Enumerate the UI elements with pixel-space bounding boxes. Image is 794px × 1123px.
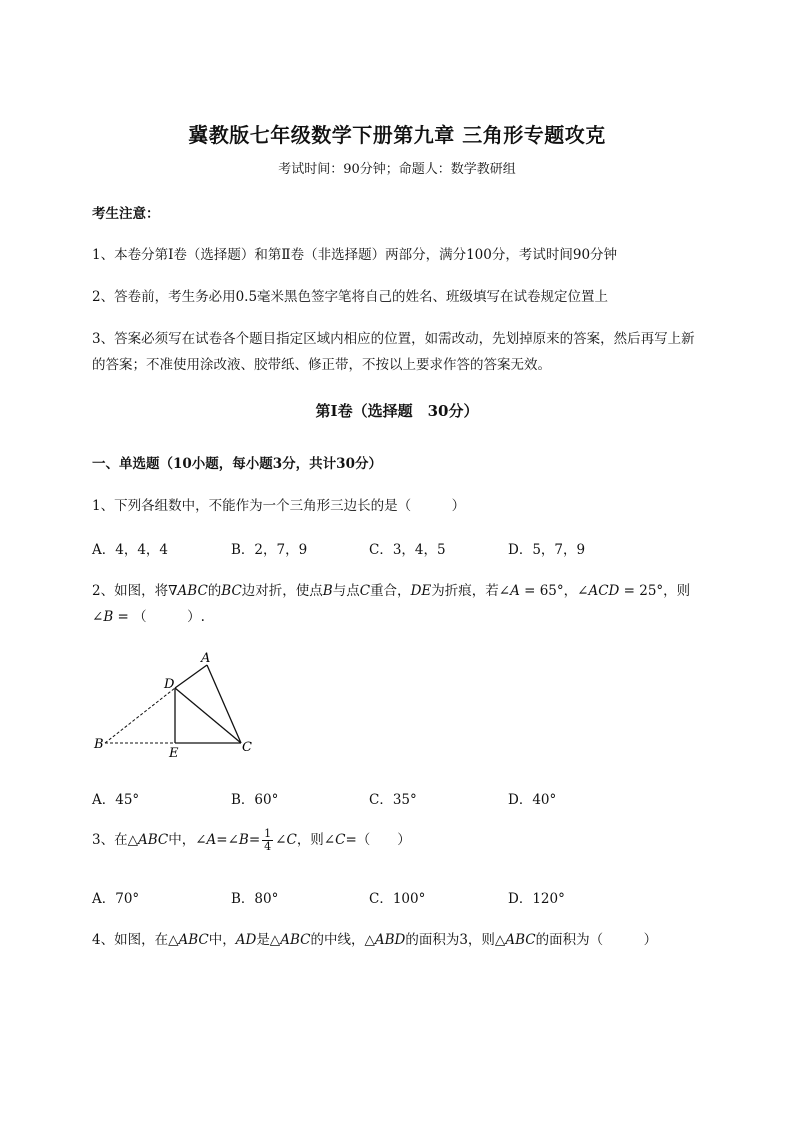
- question-2-stem-line2: ∠B = （ ）.: [92, 609, 205, 625]
- q1-option-c: C．3，4，5: [369, 542, 446, 558]
- notice-item-1: 1、本卷分第I卷（选择题）和第Ⅱ卷（非选择题）两部分，满分100分，考试时间90分钟: [92, 247, 618, 263]
- fold-segment-bd: [105, 688, 175, 743]
- q3-option-d: D．120°: [508, 891, 565, 907]
- q2-option-d: D．40°: [508, 792, 557, 808]
- q1-option-a: A．4，4，4: [92, 542, 169, 558]
- question-3-stem: 3、在△ABC中，∠A=∠B= $\frac{1}{4}$ ∠C，则∠C=（ ）: [92, 827, 411, 853]
- fraction-one-quarter: $\frac{1}{4}$: [264, 827, 272, 853]
- label-c: C: [242, 740, 252, 755]
- segment-ac: [207, 665, 241, 743]
- q2-option-b: B．60°: [231, 792, 279, 808]
- notice-item-3: 3、答案必须写在试卷各个题目指定区域内相应的位置，如需改动，先划掉原来的答案，然后再写上新: [92, 331, 695, 347]
- label-b: B: [94, 737, 104, 752]
- notice-item-2: 2、答卷前，考生务必用0.5毫米黑色签字笔将自己的姓名、班级填写在试卷规定位置上: [92, 289, 609, 305]
- segment-dc: [175, 688, 241, 743]
- page-title: 冀教版七年级数学下册第九章 三角形专题攻克: [188, 123, 606, 147]
- notice-heading: 考生注意：: [92, 206, 160, 222]
- part-heading: 一、单选题（10小题，每小题3分，共计30分）: [92, 456, 382, 472]
- label-d: D: [164, 677, 175, 692]
- label-e: E: [169, 746, 179, 760]
- q3-option-a: A．70°: [92, 891, 140, 907]
- label-a: A: [201, 651, 211, 666]
- question-4-stem: 4、如图，在△ABC中，AD是△ABC的中线，△ABD的面积为3，则△ABC的面积为（ ）: [92, 932, 658, 948]
- q2-triangle-figure: [88, 645, 268, 760]
- notice-item-3-cont: 的答案；不准使用涂改液、胶带纸、修正带，不按以上要求作答的答案无效。: [92, 357, 551, 373]
- q2-option-c: C．35°: [369, 792, 417, 808]
- question-2-stem: 2、如图，将∇ABC的BC边对折，使点B与点C重合，DE为折痕，若∠A = 65°，∠ACD = 25°，则: [92, 583, 691, 599]
- q1-option-d: D．5，7，9: [508, 542, 586, 558]
- question-1-stem: 1、下列各组数中，不能作为一个三角形三边长的是（ ）: [92, 498, 466, 514]
- q3-option-b: B．80°: [231, 891, 279, 907]
- segment-da: [175, 665, 207, 688]
- q1-option-b: B．2，7，9: [231, 542, 308, 558]
- q3-option-c: C．100°: [369, 891, 426, 907]
- q2-option-a: A．45°: [92, 792, 140, 808]
- exam-subtitle: 考试时间：90分钟；命题人：数学教研组: [278, 162, 516, 177]
- section-title: 第I卷（选择题 30分）: [315, 402, 479, 420]
